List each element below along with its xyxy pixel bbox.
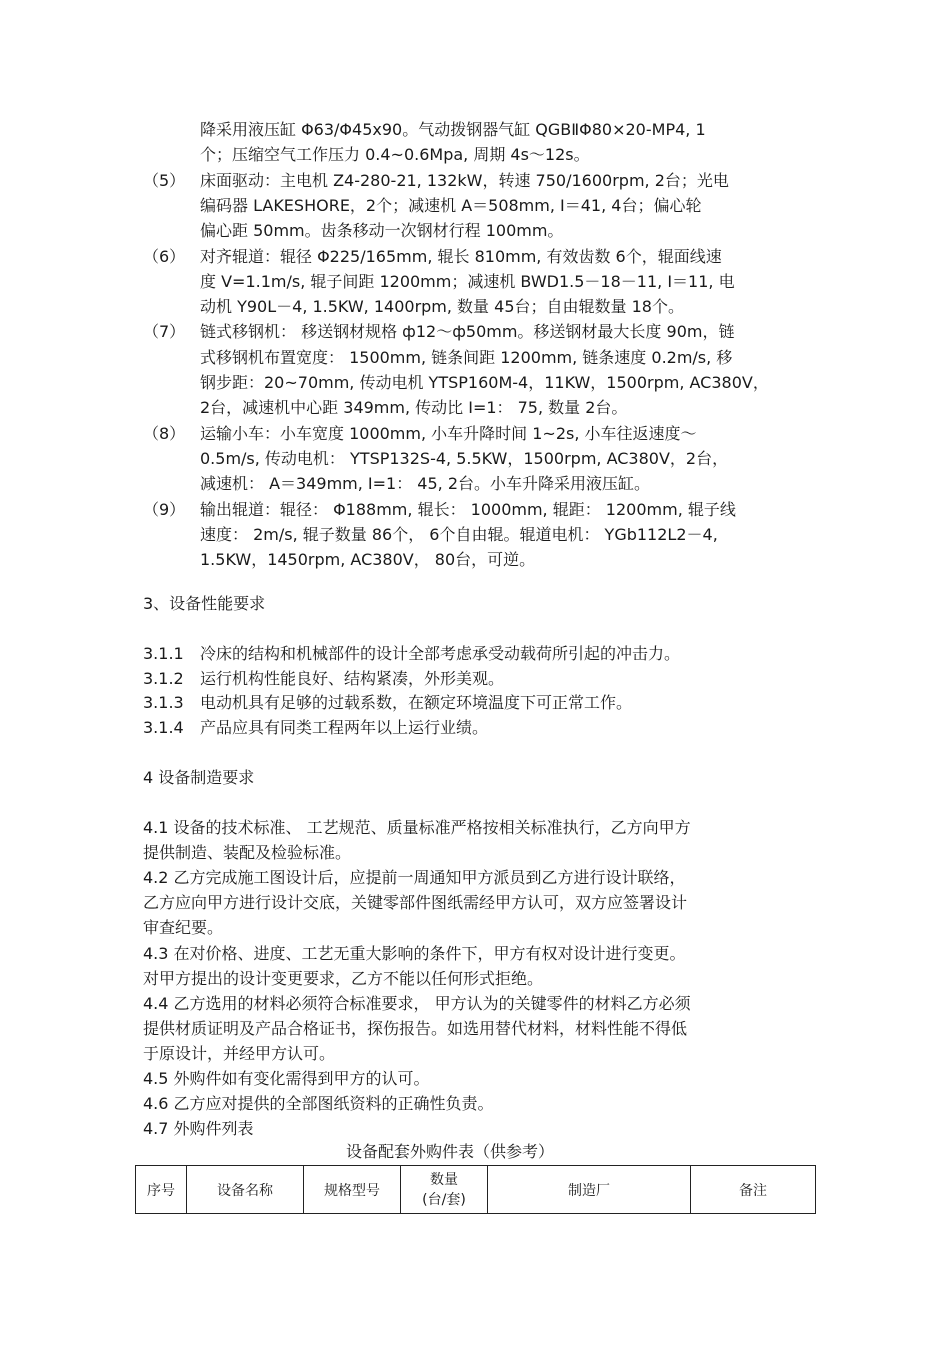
header-quantity-label: 数量 [430,1171,458,1188]
item-text-line: 减速机： A＝349mm, I=1： 45, 2台。小车升降采用液压缸。 [200,474,651,494]
paragraph-line: 4.3 在对价格、进度、工艺无重大影响的条件下，甲方有权对设计进行变更。 [143,943,686,963]
header-quantity [401,1166,488,1214]
item-text-line: 偏心距 50mm。齿条移动一次钢材行程 100mm。 [200,221,564,241]
item-text-line: 运输小车：小车宽度 1000mm, 小车升降时间 1~2s, 小车往返速度～ [200,423,697,443]
item-number: （6） [143,246,186,266]
header-maker: 制造厂 [488,1166,691,1214]
clause-number: 3.1.4 [143,717,184,737]
paragraph-line: 对甲方提出的设计变更要求，乙方不能以任何形式拒绝。 [143,968,544,988]
item-text-line: 输出辊道：辊径： Φ188mm, 辊长： 1000mm, 辊距： 1200mm, 辊子线 [200,499,736,519]
clause-text: 冷床的结构和机械部件的设计全部考虑承受动载荷所引起的冲击力。 [200,644,681,663]
header-model: 规格型号 [304,1166,401,1214]
paragraph-line: 4.4 乙方选用的材料必须符合标准要求， 甲方认为的关键零件的材料乙方必须 [143,993,691,1013]
paragraph-line: 4.7 外购件列表 [143,1119,254,1139]
item-text-line: 速度： 2m/s, 辊子数量 86个， 6个自由辊。辊道电机： YGb112L2－4, [200,524,718,544]
section-3-heading: 3、设备性能要求 [143,594,266,613]
clause-text: 运行机构性能良好、结构紧凑，外形美观。 [200,668,505,688]
paragraph-line: 4.5 外购件如有变化需得到甲方的认可。 [143,1069,430,1088]
header-quantity-unit: (台/套) [422,1191,466,1208]
item-text-line: 1.5KW，1450rpm, AC380V， 80台，可逆。 [200,550,536,570]
item-text-line: 度 V=1.1m/s, 辊子间距 1200mm；减速机 BWD1.5－18－11, I＝11, 电 [200,271,735,291]
item-text-line: 钢步距：20~70mm, 传动电机 YTSP160M-4，11KW，1500rpm, AC380V， [200,373,769,392]
section-4-heading: 4 设备制造要求 [143,768,255,787]
item-number: （9） [143,499,186,519]
header-remark: 备注 [691,1166,816,1214]
paragraph-line: 4.2 乙方完成施工图设计后，应提前一周通知甲方派员到乙方进行设计联络， [143,868,686,888]
clause-number: 3.1.2 [143,668,184,688]
item-number: （8） [143,423,186,443]
paragraph-line: 提供制造、装配及检验标准。 [143,843,352,863]
paragraph-line: 于原设计，并经甲方认可。 [143,1043,336,1063]
item-number: （5） [143,170,186,190]
item-text-line: 床面驱动：主电机 Z4-280-21, 132kW，转速 750/1600rpm, 2台；光电 [200,170,729,190]
item-number: （7） [143,322,186,342]
clause-number: 3.1.1 [143,644,184,663]
header-name: 设备名称 [187,1166,304,1214]
item-text-line: 链式移钢机： 移送钢材规格 ф12～ф50mm。移送钢材最大长度 90m，链 [200,322,735,342]
paragraph-line: 4.6 乙方应对提供的全部图纸资料的正确性负责。 [143,1094,494,1114]
paragraph-line: 提供材质证明及产品合格证书，探伤报告。如选用替代材料，材料性能不得低 [143,1018,688,1038]
header-index: 序号 [136,1166,187,1214]
item-text-line: 式移钢机布置宽度： 1500mm, 链条间距 1200mm, 链条速度 0.2m/s, 移 [200,347,733,367]
table-header-row [136,1166,816,1214]
item-text-line: 编码器 LAKESHORE，2个；减速机 A＝508mm, I＝41, 4台；偏心轮 [200,195,702,215]
clause-number: 3.1.3 [143,693,184,712]
item-text-line: 2台，减速机中心距 349mm, 传动比 I=1： 75, 数量 2台。 [200,398,628,418]
clause-text: 产品应具有同类工程两年以上运行业绩。 [200,717,489,737]
item-text-line: 降采用液压缸 Φ63/Φ45x90。气动拨钢器气缸 QGBⅡΦ80×20-MP4, 1 [200,120,706,139]
item-text-line: 动机 Y90L－4, 1.5KW, 1400rpm, 数量 45台；自由辊数量 18个。 [200,297,684,317]
purchased-parts-table [135,1165,816,1214]
paragraph-line: 乙方应向甲方进行设计交底，关键零部件图纸需经甲方认可，双方应签署设计 [143,893,688,913]
item-text-line: 0.5m/s, 传动电机： YTSP132S-4, 5.5KW，1500rpm, AC380V，2台， [200,448,729,468]
paragraph-line: 审查纪要。 [143,918,224,938]
item-text-line: 对齐辊道：辊径 Φ225/165mm, 辊长 810mm, 有效齿数 6个，辊面线速 [200,246,722,266]
clause-text: 电动机具有足够的过载系数，在额定环境温度下可正常工作。 [200,693,633,712]
table-caption: 设备配套外购件表（供参考） [346,1142,555,1161]
paragraph-line: 4.1 设备的技术标准、 工艺规范、质量标准严格按相关标准执行，乙方向甲方 [143,818,691,837]
item-text-line: 个；压缩空气工作压力 0.4~0.6Mpa, 周期 4s～12s。 [200,145,590,165]
